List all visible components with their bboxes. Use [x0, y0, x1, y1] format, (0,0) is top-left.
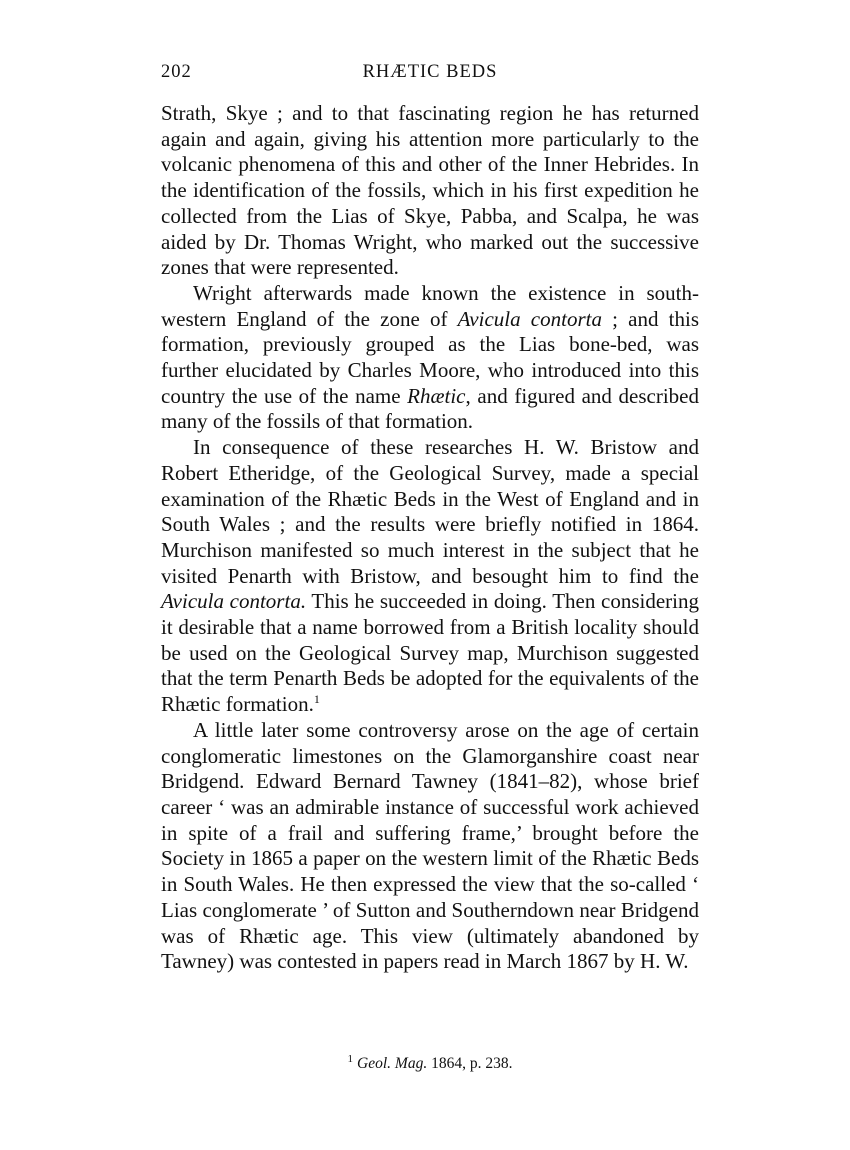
paragraph-3-text-b: This he succeeded in doing. Then considering it desirable that a name borrowed from a British locality should be used on the Geological Survey map, Murchison suggested that the term Penarth Beds be adopted for the equivalents of the Rhætic formation.: [161, 589, 699, 717]
footnote-mark: 1: [347, 1052, 354, 1065]
running-title: RHÆTIC BEDS: [362, 62, 498, 82]
term-rhaetic: Rhætic: [407, 383, 466, 408]
paragraph-2-text-a: Wright afterwards made known the existence in south-western England of the zone of: [161, 280, 699, 331]
page-header: [161, 62, 699, 90]
paragraph-2-text-b: ; and this formation, previously grouped as the Lias bone-bed, was further elucidated by Charles Moore, who introduced into this country the use of the name: [161, 306, 699, 408]
footnote-citation: 1864, p. 238.: [427, 1055, 513, 1072]
paragraph-2: [161, 281, 699, 435]
paragraph-3: [161, 435, 699, 718]
footnote-reference: 1: [313, 692, 320, 707]
taxon-avicula-contorta: Avicula contorta: [457, 306, 602, 331]
page-number: 202: [161, 62, 192, 82]
body-text: [161, 101, 699, 975]
paragraph-1: Strath, Skye ; and to that fascinating region he has returned again and again, giving his attention more particularly to the volcanic phenomena of this and other of the Inner Hebrides. In the identification of the fossils, which in his first expedition he collected from the Lias of Skye, Pabba, and Scalpa, he was aided by Dr. Thomas Wright, who marked out the successive zones that were represented.: [161, 101, 699, 280]
paragraph-4: A little later some controversy arose on the age of certain conglomeratic limestones on the Glamorganshire coast near Bridgend. Edward Bernard Tawney (1841–82), whose brief career ‘ was an admirable instance of successful work achieved in spite of a frail and suffering frame,’ brought before the Society in 1865 a paper on the western limit of the Rhætic Beds in South Wales. He then expressed the view that the so-called ‘ Lias conglomerate ’ of Sutton and Southerndown near Bridgend was of Rhætic age. This view (ultimately abandoned by Tawney) was contested in papers read in March 1867 by H. W.: [161, 717, 699, 974]
taxon-avicula-contorta-2: Avicula contorta.: [161, 589, 307, 614]
paragraph-3-text-a: In consequence of these researches H. W. Bristow and Robert Etheridge, of the Geological Survey, made a special examination of the Rhætic Beds in the West of England and in South Wales ; and the results were briefly notified in 1864. Murchison manifested so much interest in the subject that he visited Penarth with Bristow, and besought him to find the: [161, 435, 699, 588]
footnote-source: Geol. Mag.: [357, 1055, 428, 1072]
footnote: [161, 1052, 699, 1073]
paragraph-2-text-c: , and figured and described many of the fossils of that formation.: [161, 383, 699, 434]
